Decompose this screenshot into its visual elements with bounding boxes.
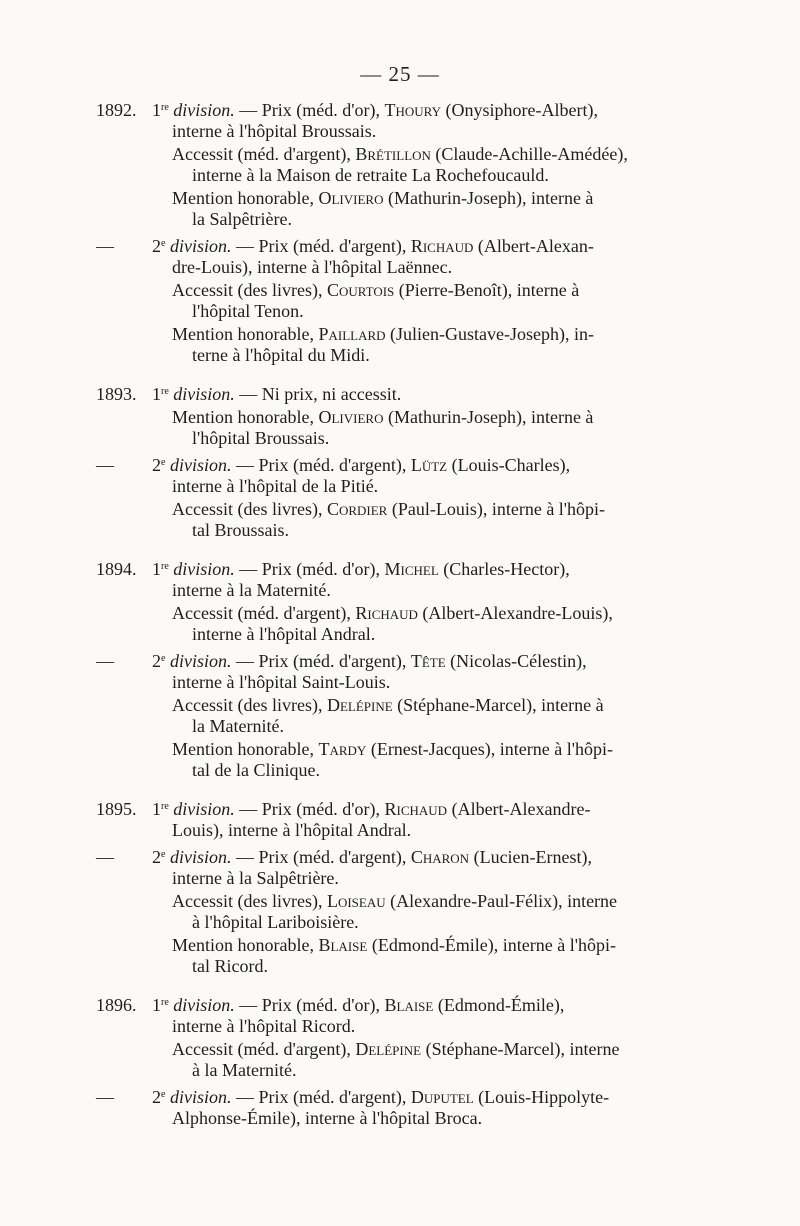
prize-entry [96,995,660,1081]
division-label: division. [173,799,235,819]
laureate-name: Paillard [318,324,386,344]
laureate-details: (Pierre-Benoît), interne à [394,280,580,300]
secondary-award [172,188,660,230]
laureate-hospital: tal Ricord. [192,956,268,976]
secondary-award [172,603,660,645]
laureate-name: Tardy [318,739,367,759]
award-type: Mention honorable, [172,324,319,344]
division-label: division. [173,559,235,579]
division-label: division. [169,651,232,671]
prize-entry [96,100,660,230]
laureate-details: (Albert-Alexandre- [447,799,591,819]
prize-entry [96,455,660,541]
division-ordinal: re [161,801,169,812]
division-number: 2 [152,236,161,256]
entry-year: 1896. [96,995,137,1015]
secondary-award [172,280,660,322]
laureate-name: Michel [384,559,439,579]
entry-year: 1893. [96,384,137,404]
page-number: — 25 — [360,62,440,86]
laureate-name: Blaise [384,995,434,1015]
laureate-details: (Mathurin-Joseph), interne à [383,188,594,208]
laureate-details: (Albert-Alexandre-Louis), [417,603,613,623]
laureate-details: (Alexandre-Paul-Félix), interne [385,891,618,911]
laureate-details: (Albert-Alexan- [473,236,594,256]
award-type: Mention honorable, [172,739,319,759]
division-prize [152,651,660,693]
division-prize [152,455,660,497]
division-number: 1 [152,799,161,819]
laureate-hospital: Alphonse-Émile), interne à l'hôpital Broca. [172,1108,483,1128]
entry-year: 1895. [96,799,137,819]
secondary-award [172,891,660,933]
laureate-details: (Louis-Hippolyte- [473,1087,610,1107]
laureate-hospital: tal de la Clinique. [192,760,320,780]
prize-text: — Prix (méd. d'argent), [231,455,411,475]
prize-text: — Prix (méd. d'argent), [231,651,411,671]
laureate-details: (Stéphane-Marcel), interne [421,1039,620,1059]
laureate-name: Delépine [326,695,393,715]
laureate-details: (Stéphane-Marcel), interne à [392,695,604,715]
award-type: Mention honorable, [172,407,319,427]
division-ordinal: e [161,1089,166,1100]
laureate-name: Blaise [318,935,368,955]
division-prize [152,847,660,889]
prize-text: — Prix (méd. d'or), [234,559,385,579]
laureate-hospital: terne à l'hôpital du Midi. [192,345,370,365]
laureate-name: Charon [410,847,470,867]
laureate-hospital: à l'hôpital Lariboisière. [192,912,359,932]
award-type: Accessit (méd. d'argent), [172,1039,356,1059]
secondary-award [172,499,660,541]
prize-text: — Prix (méd. d'or), [234,799,385,819]
prize-text: — Ni prix, ni accessit. [234,384,402,404]
laureate-name: Duputel [410,1087,474,1107]
laureate-name: Loiseau [326,891,386,911]
prize-entry [96,384,660,449]
prize-entry [96,799,660,841]
laureate-details: (Charles-Hector), [438,559,570,579]
laureate-hospital: l'hôpital Broussais. [192,428,330,448]
division-prize [152,1087,660,1129]
award-type: Accessit (méd. d'argent), [172,603,356,623]
award-type: Accessit (des livres), [172,891,327,911]
entry-year: — [96,1087,114,1107]
prize-entry [96,847,660,977]
entry-year: — [96,455,114,475]
division-label: division. [173,384,235,404]
secondary-award [172,144,660,186]
award-type: Accessit (des livres), [172,695,327,715]
division-label: division. [169,1087,232,1107]
entry-year: — [96,651,114,671]
secondary-award [172,407,660,449]
laureate-details: (Mathurin-Joseph), interne à [383,407,594,427]
laureate-name: Thoury [384,100,442,120]
laureate-hospital: interne à l'hôpital Broussais. [172,121,377,141]
laureate-details: (Edmond-Émile), interne à l'hôpi- [367,935,616,955]
division-number: 2 [152,455,161,475]
secondary-award [172,324,660,366]
laureate-details: (Nicolas-Célestin), [445,651,587,671]
division-prize [152,559,660,601]
division-number: 2 [152,1087,161,1107]
laureate-details: (Claude-Achille-Amédée), [430,144,628,164]
division-prize [152,384,660,405]
division-number: 2 [152,651,161,671]
laureate-name: Tête [410,651,446,671]
laureate-name: Oliviero [318,407,384,427]
laureate-details: (Onysiphore-Albert), [441,100,598,120]
division-label: division. [169,847,232,867]
laureate-hospital: à la Maternité. [192,1060,297,1080]
division-prize [152,799,660,841]
prize-list [96,100,660,1129]
division-ordinal: re [161,997,169,1008]
laureate-name: Brétillon [355,144,431,164]
laureate-details: (Edmond-Émile), [433,995,565,1015]
secondary-award [172,739,660,781]
prize-entry [96,1087,660,1129]
award-type: Mention honorable, [172,188,319,208]
division-ordinal: e [161,653,166,664]
division-ordinal: re [161,102,169,113]
laureate-details: (Louis-Charles), [447,455,571,475]
division-label: division. [173,100,235,120]
laureate-name: Lütz [410,455,448,475]
prize-text: — Prix (méd. d'or), [234,100,385,120]
division-prize [152,236,660,278]
division-number: 1 [152,995,161,1015]
award-type: Accessit (des livres), [172,280,327,300]
laureate-details: (Ernest-Jacques), interne à l'hôpi- [366,739,613,759]
prize-entry [96,559,660,645]
prize-text: — Prix (méd. d'argent), [231,847,411,867]
division-ordinal: e [161,849,166,860]
laureate-name: Cordier [326,499,388,519]
division-ordinal: re [161,561,169,572]
laureate-details: (Julien-Gustave-Joseph), in- [385,324,594,344]
division-ordinal: e [161,457,166,468]
laureate-hospital: tal Broussais. [192,520,289,540]
award-type: Accessit (des livres), [172,499,327,519]
entry-year: 1892. [96,100,137,120]
award-type: Mention honorable, [172,935,319,955]
laureate-hospital: la Maternité. [192,716,284,736]
award-type: Accessit (méd. d'argent), [172,144,356,164]
laureate-name: Oliviero [318,188,384,208]
laureate-hospital: interne à l'hôpital Ricord. [172,1016,356,1036]
laureate-hospital: interne à la Maternité. [172,580,331,600]
laureate-hospital: l'hôpital Tenon. [192,301,304,321]
division-ordinal: e [161,238,166,249]
division-number: 1 [152,100,161,120]
division-number: 1 [152,384,161,404]
secondary-award [172,695,660,737]
division-prize [152,995,660,1037]
entry-year: — [96,847,114,867]
laureate-details: (Paul-Louis), interne à l'hôpi- [387,499,606,519]
prize-entry [96,236,660,366]
entry-year: — [96,236,114,256]
division-prize [152,100,660,142]
laureate-name: Richaud [355,603,418,623]
laureate-name: Courtois [326,280,395,300]
prize-entry [96,651,660,781]
laureate-hospital: la Salpêtrière. [192,209,292,229]
laureate-name: Delépine [355,1039,422,1059]
prize-text: — Prix (méd. d'or), [234,995,385,1015]
entry-year: 1894. [96,559,137,579]
laureate-hospital: dre-Louis), interne à l'hôpital Laënnec. [172,257,453,277]
division-label: division. [173,995,235,1015]
prize-text: — Prix (méd. d'argent), [231,1087,411,1107]
secondary-award [172,1039,660,1081]
laureate-hospital: interne à l'hôpital de la Pitié. [172,476,379,496]
division-label: division. [169,236,232,256]
laureate-hospital: Louis), interne à l'hôpital Andral. [172,820,412,840]
division-number: 2 [152,847,161,867]
laureate-name: Richaud [410,236,474,256]
laureate-hospital: interne à la Salpêtrière. [172,868,339,888]
laureate-hospital: interne à l'hôpital Andral. [192,624,376,644]
laureate-hospital: interne à la Maison de retraite La Rochefoucauld. [192,165,549,185]
laureate-name: Richaud [384,799,448,819]
division-number: 1 [152,559,161,579]
division-label: division. [169,455,232,475]
division-ordinal: re [161,386,169,397]
prize-text: — Prix (méd. d'argent), [231,236,411,256]
laureate-details: (Lucien-Ernest), [469,847,593,867]
laureate-hospital: interne à l'hôpital Saint-Louis. [172,672,391,692]
secondary-award [172,935,660,977]
